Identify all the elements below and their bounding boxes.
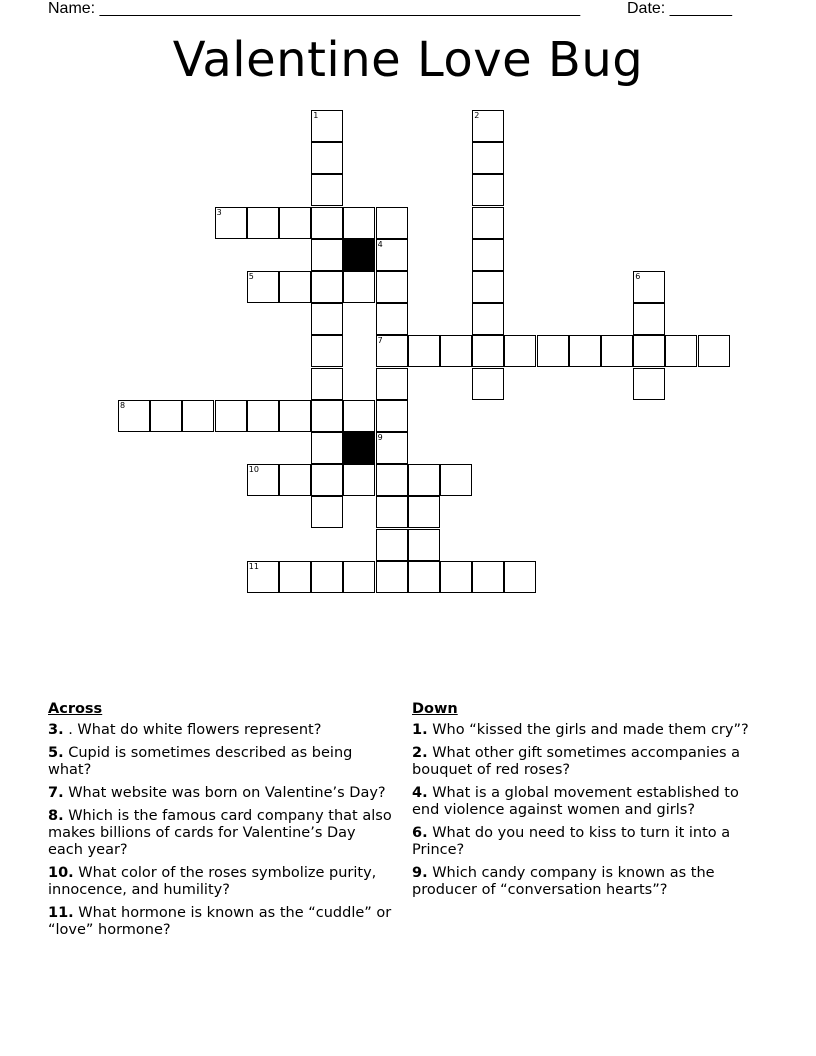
clue-number: 1 [313,111,319,120]
down-heading: Down [412,701,458,717]
clue-item [48,785,393,802]
crossword-cell[interactable] [247,271,279,303]
crossword-cell[interactable] [279,561,311,593]
clue-number-label: 8. [48,808,64,824]
clue-number-label: 5. [48,745,64,761]
clue-number: 9 [377,433,383,442]
crossword-cell[interactable] [376,464,408,496]
clue-item [412,865,757,899]
crossword-cell[interactable] [376,432,408,464]
crossword-cell[interactable] [311,432,343,464]
clue-number-label: 1. [412,722,428,738]
crossword-cell[interactable] [376,303,408,335]
clue-text: Which candy company is known as the producer of “conversation hearts”? [412,865,715,898]
crossword-cell[interactable] [247,207,279,239]
clue-number: 3 [216,207,222,217]
crossword-cell[interactable] [537,335,569,367]
crossword-cell[interactable] [504,561,536,593]
crossword-cell[interactable] [311,142,343,174]
crossword-cell[interactable] [569,335,601,367]
crossword-cell[interactable] [279,207,311,239]
clue-number: 5 [248,272,254,281]
clue-number-label: 9. [412,865,428,881]
crossword-cell[interactable] [408,561,440,593]
clue-number: 4 [377,239,383,249]
clue-text: . What do white flowers represent? [63,722,322,738]
puzzle-title: Valentine Love Bug [172,32,644,88]
crossword-cell[interactable] [311,271,343,303]
clue-number: 11 [248,561,259,571]
crossword-cell[interactable] [376,400,408,432]
clue-item [412,722,757,739]
crossword-cell[interactable] [376,496,408,528]
crossword-cell[interactable] [665,335,697,367]
crossword-cell[interactable] [472,303,504,335]
black-square [343,239,375,271]
date-field[interactable]: Date: _______ [627,0,732,17]
crossword-cell[interactable] [376,335,408,367]
crossword-cell[interactable] [440,561,472,593]
crossword-cell[interactable] [247,464,279,496]
black-square [343,432,375,464]
clue-item [48,865,393,899]
clue-item [412,745,757,779]
clue-text: Who “kissed the girls and made them cry”? [427,722,749,738]
clue-number: 6 [635,272,641,281]
crossword-cell[interactable] [247,400,279,432]
crossword-cell[interactable] [472,239,504,271]
crossword-cell[interactable] [311,400,343,432]
clue-item [48,745,393,779]
crossword-cell[interactable] [472,207,504,239]
crossword-cell[interactable] [408,464,440,496]
crossword-cell[interactable] [311,303,343,335]
crossword-cell[interactable] [376,561,408,593]
clue-text: Which is the famous card company that also makes billions of cards for Valentine’s Day each year? [48,808,392,858]
clue-text: What color of the roses symbolize purity, innocence, and humility? [48,865,377,898]
crossword-cell[interactable] [311,239,343,271]
clue-item [412,785,757,819]
crossword-cell[interactable] [408,335,440,367]
clue-number-label: 2. [412,745,428,761]
crossword-cell[interactable] [343,400,375,432]
clue-item [48,722,393,739]
crossword-cell[interactable] [311,368,343,400]
crossword-cell[interactable] [311,464,343,496]
crossword-cell[interactable] [215,400,247,432]
clue-number-label: 7. [48,785,64,801]
clue-number: 2 [474,111,480,120]
crossword-cell[interactable] [311,335,343,367]
crossword-cell[interactable] [472,110,504,142]
crossword-cell[interactable] [472,142,504,174]
crossword-cell[interactable] [408,529,440,561]
crossword-cell[interactable] [311,110,343,142]
clue-number: 8 [120,400,126,410]
crossword-cell[interactable] [247,561,279,593]
clue-number-label: 4. [412,785,428,801]
clue-item [48,808,393,859]
crossword-cell[interactable] [118,400,150,432]
crossword-cell[interactable] [698,335,730,367]
clue-text: What is a global movement established to end violence against women and girls? [412,785,739,818]
crossword-cell[interactable] [343,207,375,239]
clue-text: Cupid is sometimes described as being what? [48,745,353,778]
crossword-cell[interactable] [279,400,311,432]
clue-number-label: 6. [412,825,428,841]
crossword-cell[interactable] [376,529,408,561]
crossword-cell[interactable] [150,400,182,432]
crossword-cell[interactable] [376,207,408,239]
crossword-cell[interactable] [376,368,408,400]
clue-text: What hormone is known as the “cuddle” or “love” hormone? [48,905,392,938]
clue-number-label: 10. [48,865,74,881]
crossword-cell[interactable] [472,368,504,400]
crossword-cell[interactable] [633,303,665,335]
crossword-cell[interactable] [279,464,311,496]
crossword-cell[interactable] [440,464,472,496]
crossword-cell[interactable] [440,335,472,367]
crossword-cell[interactable] [504,335,536,367]
across-clues [48,701,393,945]
crossword-cell[interactable] [633,335,665,367]
crossword-cell[interactable] [311,561,343,593]
clue-number: 10 [248,465,259,475]
crossword-cell[interactable] [408,496,440,528]
name-field[interactable]: Name: ______________________________________________________ [48,0,581,17]
crossword-cell[interactable] [343,271,375,303]
crossword-cell[interactable] [311,496,343,528]
crossword-cell[interactable] [311,174,343,206]
clue-number-label: 3. [48,722,64,738]
down-clues [412,701,757,905]
clue-item [412,825,757,859]
crossword-cell[interactable] [472,561,504,593]
crossword-cell[interactable] [633,271,665,303]
crossword-cell[interactable] [376,271,408,303]
crossword-cell[interactable] [601,335,633,367]
crossword-cell[interactable] [311,207,343,239]
crossword-cell[interactable] [182,400,214,432]
clue-text: What other gift sometimes accompanies a bouquet of red roses? [412,745,741,778]
clue-number: 7 [377,336,383,346]
across-heading: Across [48,701,103,717]
crossword-cell[interactable] [472,335,504,367]
clue-text: What website was born on Valentine’s Day? [63,785,386,801]
clue-item [48,905,393,939]
crossword-cell[interactable] [279,271,311,303]
clue-text: What do you need to kiss to turn it into a Prince? [412,825,731,858]
crossword-cell[interactable] [343,464,375,496]
crossword-cell[interactable] [215,207,247,239]
clue-number-label: 11. [48,905,74,921]
crossword-cell[interactable] [472,271,504,303]
crossword-cell[interactable] [376,239,408,271]
crossword-cell[interactable] [343,561,375,593]
crossword-cell[interactable] [633,368,665,400]
crossword-cell[interactable] [472,174,504,206]
